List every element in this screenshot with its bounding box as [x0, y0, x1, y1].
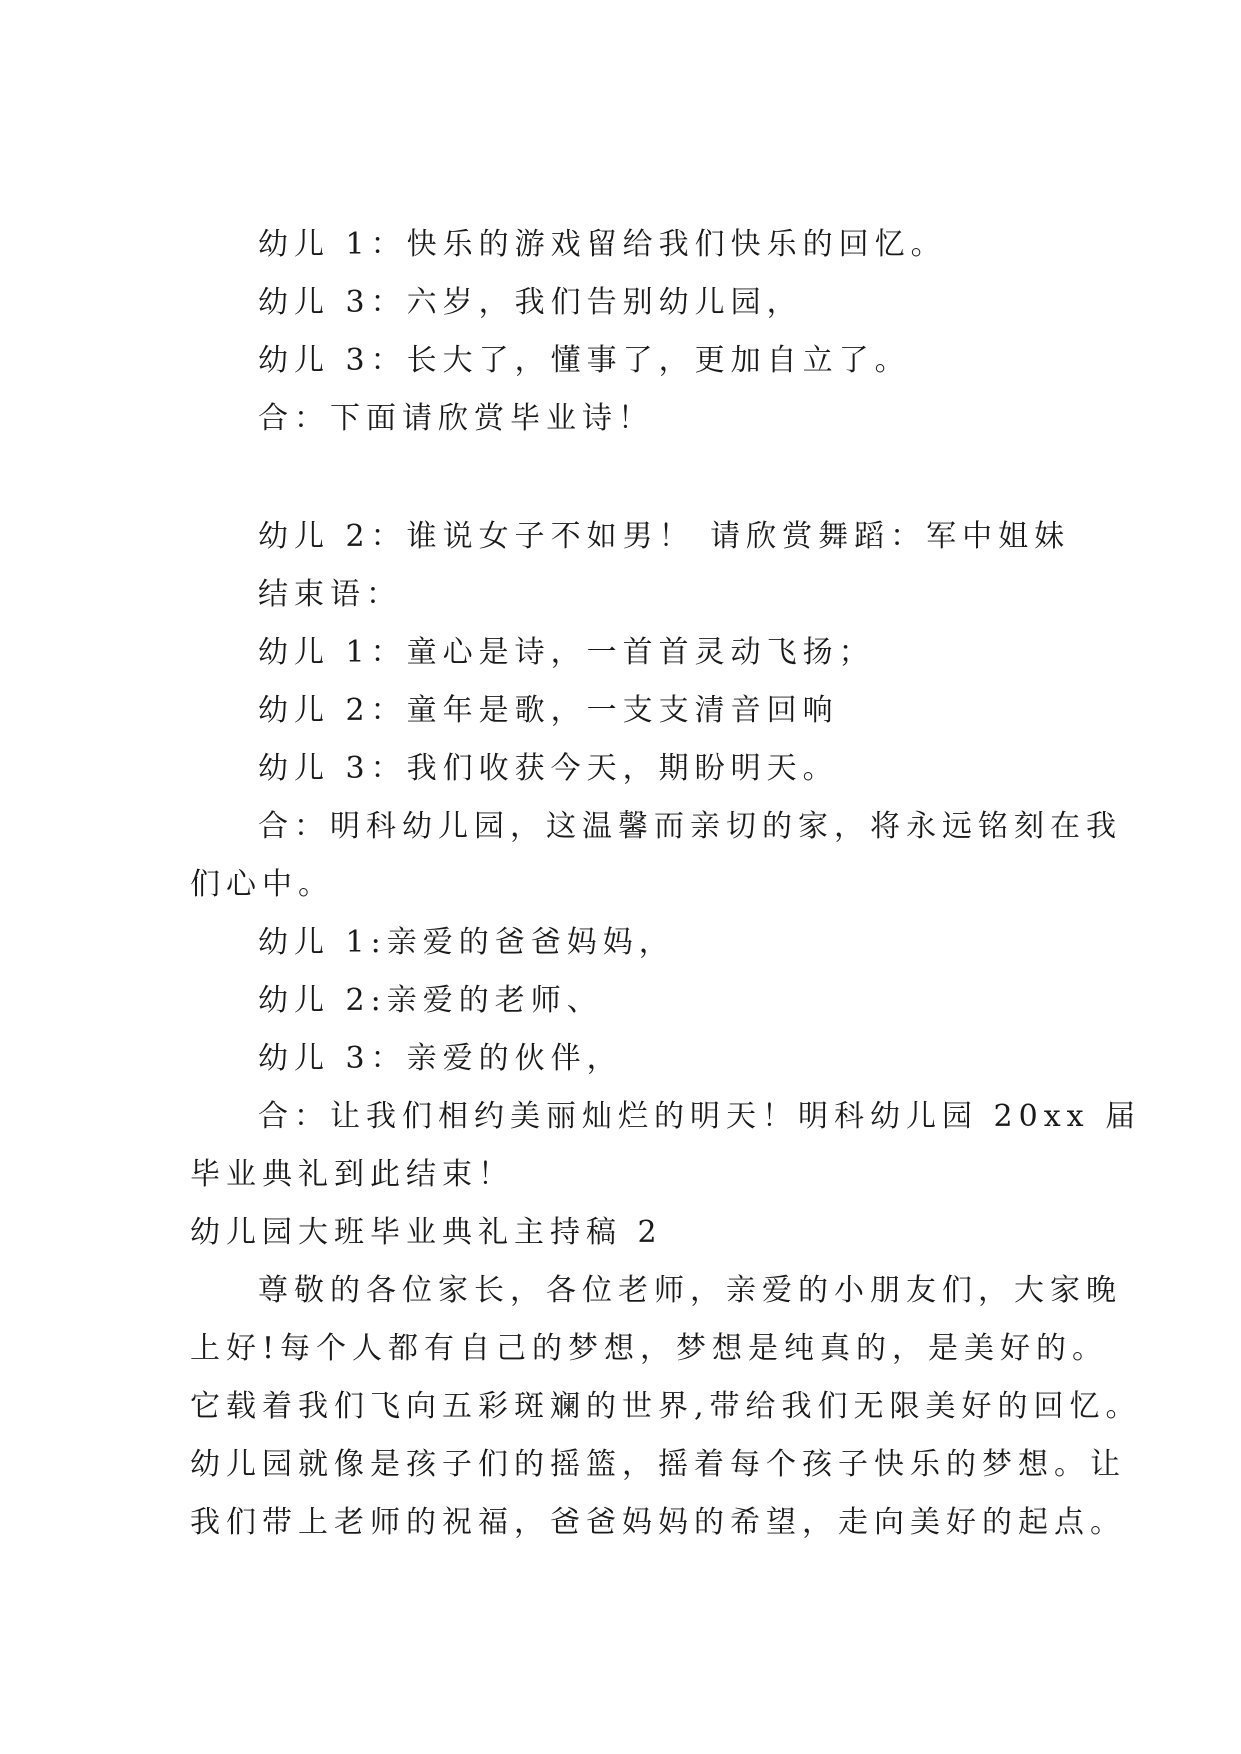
- document-title: 幼儿园大班毕业典礼主持稿 2: [190, 1215, 663, 1250]
- paragraph-line: 们心中。: [190, 867, 334, 902]
- paragraph-line: 它载着我们飞向五彩斑斓的世界,带给我们无限美好的回忆。: [190, 1389, 1142, 1424]
- paragraph-line: 幼儿 2:亲爱的老师、: [258, 983, 603, 1018]
- paragraph-line: 幼儿 1：童心是诗，一首首灵动飞扬；: [258, 635, 875, 670]
- paragraph-line: 幼儿 3：六岁，我们告别幼儿园，: [258, 285, 803, 320]
- paragraph-line: 幼儿园就像是孩子们的摇篮，摇着每个孩子快乐的梦想。让: [190, 1447, 1126, 1482]
- paragraph-line: 合：明科幼儿园，这温馨而亲切的家，将永远铭刻在我: [258, 809, 1122, 844]
- paragraph-gap: [190, 448, 1070, 508]
- paragraph-line: 上好!每个人都有自己的梦想，梦想是纯真的，是美好的。: [190, 1331, 1109, 1366]
- paragraph-line: 毕业典礼到此结束！: [190, 1157, 514, 1192]
- paragraph-line: 合：让我们相约美丽灿烂的明天！明科幼儿园 20xx 届: [258, 1099, 1142, 1134]
- paragraph-line: 幼儿 2：童年是歌，一支支清音回响: [258, 693, 839, 728]
- document-body: [190, 216, 1142, 1552]
- paragraph-line: 合：下面请欣赏毕业诗！: [258, 401, 654, 436]
- paragraph-line: 幼儿 1：快乐的游戏留给我们快乐的回忆。: [258, 227, 947, 262]
- paragraph-line: 我们带上老师的祝福，爸爸妈妈的希望，走向美好的起点。: [190, 1505, 1126, 1540]
- paragraph-line: 幼儿 2：谁说女子不如男！ 请欣赏舞蹈：军中姐妹: [258, 519, 1071, 554]
- paragraph-line: 幼儿 1:亲爱的爸爸妈妈，: [258, 925, 675, 960]
- paragraph-line: 幼儿 3：长大了，懂事了，更加自立了。: [258, 343, 911, 378]
- paragraph-line: 幼儿 3：我们收获今天，期盼明天。: [258, 751, 839, 786]
- paragraph-line: 尊敬的各位家长，各位老师，亲爱的小朋友们，大家晚: [258, 1273, 1122, 1308]
- paragraph-line: 幼儿 3：亲爱的伙伴，: [258, 1041, 623, 1076]
- section-heading: 结束语：: [258, 577, 402, 612]
